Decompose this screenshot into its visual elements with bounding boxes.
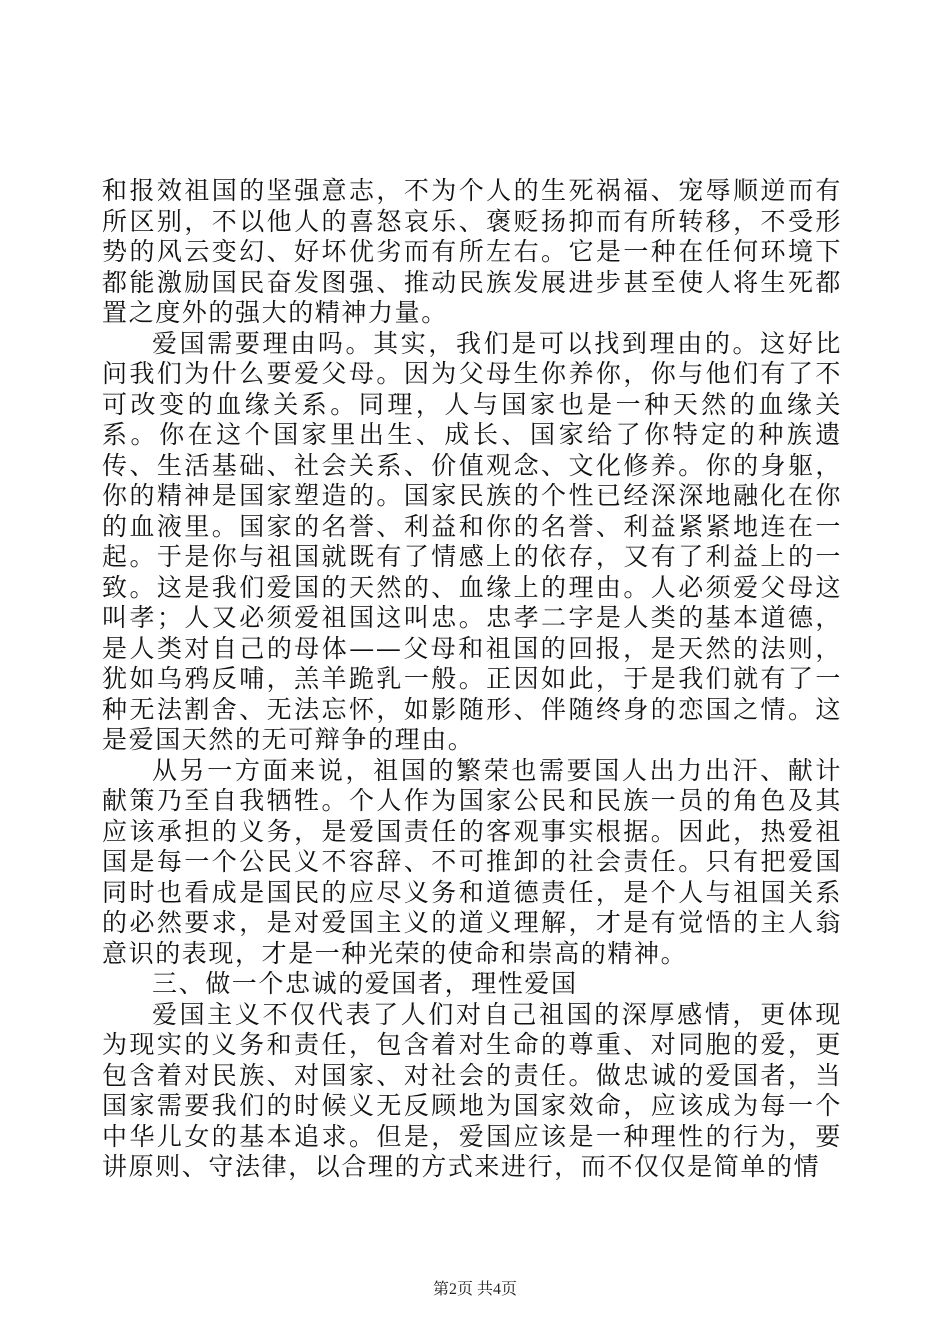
paragraph-continuation: 和报效祖国的坚强意志，不为个人的生死祸福、宠辱顺逆而有所区别，不以他人的喜怒哀乐、褒贬扬抑而有所转移，不受形势的风云变幻、好坏优劣而有所左右。它是一种在任何环境下都能激励国民奋发图强、推动民族发展进步甚至使人将生死都置之度外的强大的精神力量。	[102, 176, 842, 327]
page-footer: 第2页 共4页	[432, 1281, 517, 1298]
section-heading: 三、做一个忠诚的爱国者，理性爱国	[152, 969, 578, 998]
paragraph-reason-for-patriotism: 爱国需要理由吗。其实，我们是可以找到理由的。这好比问我们为什么要爱父母。因为父母生你养你，你与他们有了不可改变的血缘关系。同理，人与国家也是一种天然的血缘关系。你在这个国家里出生、成长、国家给了你特定的种族遗传、生活基础、社会关系、价值观念、文化修养。你的身躯，你的精神是国家塑造的。国家民族的个性已经深深地融化在你的血液里。国家的名誉、利益和你的名誉、利益紧紧地连在一起。于是你与祖国就既有了情感上的依存，又有了利益上的一致。这是我们爱国的天然的、血缘上的理由。人必须爱父母这叫孝；人又必须爱祖国这叫忠。忠孝二字是人类的基本道德，是人类对自己的母体——父母和祖国的回报，是天然的法则，犹如乌鸦反哺，羔羊跪乳一般。正因如此，于是我们就有了一种无法割舍、无法忘怀，如影随形、伴随终身的恋国之情。这是爱国天然的无可辩争的理由。	[102, 328, 842, 754]
paragraph-rational-patriotism: 爱国主义不仅代表了人们对自己祖国的深厚感情，更体现为现实的义务和责任，包含着对生命的尊重、对同胞的爱，更包含着对民族、对国家、对社会的责任。做忠诚的爱国者，当国家需要我们的时候义无反顾地为国家效命，应该成为每一个中华儿女的基本追求。但是，爱国应该是一种理性的行为，要讲原则、守法律，以合理的方式来进行，而不仅仅是简单的情	[102, 999, 842, 1181]
paragraph-civic-responsibility: 从另一方面来说，祖国的繁荣也需要国人出力出汗、献计献策乃至自我牺牲。个人作为国家公民和民族一员的角色及其应该承担的义务，是爱国责任的客观事实根据。因此，热爱祖国是每一个公民义不容辞、不可推卸的社会责任。只有把爱国同时也看成是国民的应尽义务和道德责任，是个人与祖国关系的必然要求，是对爱国主义的道义理解，才是有觉悟的主人翁意识的表现，才是一种光荣的使命和崇高的精神。	[102, 755, 842, 968]
document-body	[102, 176, 842, 1183]
